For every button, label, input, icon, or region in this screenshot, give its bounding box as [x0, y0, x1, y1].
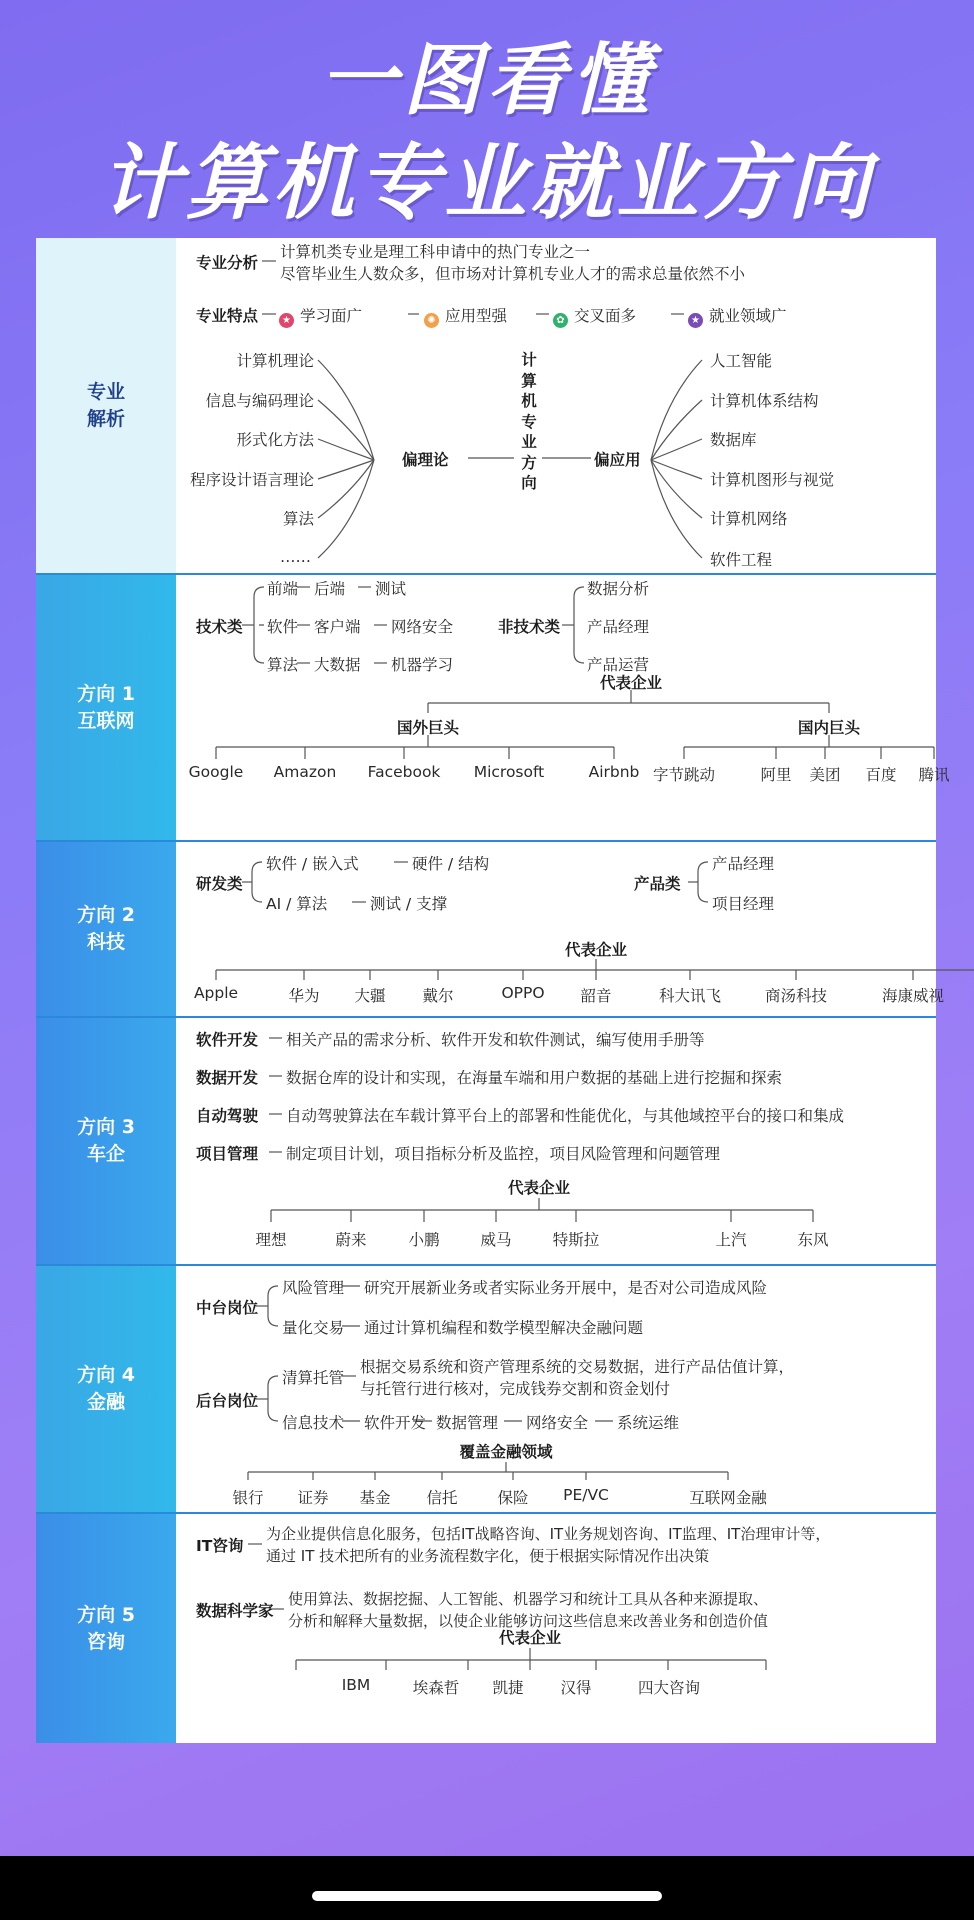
section-auto	[36, 1018, 936, 1264]
it-consulting-label: IT咨询	[196, 1537, 244, 1555]
mid-item-label: 量化交易	[282, 1319, 345, 1337]
field-name: 证券	[297, 1489, 329, 1507]
role-text: 制定项目计划，项目指标分析及监控，项目风险管理和问题管理	[286, 1145, 721, 1163]
company-name: 理想	[255, 1231, 287, 1249]
company-name: 大疆	[354, 987, 386, 1005]
mid-item-text: 通过计算机编程和数学模型解决金融问题	[364, 1319, 644, 1337]
company-name: Google	[188, 763, 244, 781]
role-label: 软件开发	[196, 1031, 259, 1049]
company-name: 华为	[288, 987, 320, 1005]
nontech-item: 产品经理	[587, 618, 650, 636]
role-text: 相关产品的需求分析、软件开发和软件测试，编写使用手册等	[286, 1031, 705, 1049]
nontech-item: 产品运营	[587, 656, 650, 674]
section-label: 方向 2 科技	[36, 842, 176, 1016]
rd-item: AI / 算法	[266, 895, 328, 913]
section-label: 方向 4 金融	[36, 1266, 176, 1512]
rep-label: 代表企业	[507, 1179, 570, 1197]
theory-item: 算法	[282, 510, 314, 528]
foreign-label: 国外巨头	[396, 719, 459, 737]
prod-label: 产品类	[634, 875, 681, 893]
tech-label: 技术类	[196, 618, 243, 636]
company-name: 百度	[865, 766, 897, 784]
analysis-label: 专业分析	[196, 254, 259, 272]
theory-item: ……	[280, 548, 311, 566]
rep-label: 代表企业	[599, 674, 662, 692]
analysis-text-2: 尽管毕业生人数众多，但市场对计算机专业人才的需求总量依然不小	[280, 265, 746, 283]
bottom-bar	[0, 1856, 974, 1920]
company-name: 商汤科技	[764, 987, 827, 1005]
tech-item: 后端	[314, 580, 346, 598]
apply-label: 偏应用	[594, 451, 641, 469]
company-name: 蔚来	[335, 1231, 367, 1249]
nontech-label: 非技术类	[498, 618, 561, 636]
title-line-1: 一图看懂	[318, 36, 655, 126]
section-finance	[36, 1266, 936, 1512]
company-name: 海康威视	[881, 987, 944, 1005]
field-name: 基金	[359, 1489, 391, 1507]
mid-item-label: 风险管理	[282, 1279, 345, 1297]
company-name: 汉得	[560, 1679, 592, 1697]
tech-item: 测试	[375, 580, 407, 598]
field-name: 信托	[426, 1489, 458, 1507]
section-label: 专业 解析	[36, 238, 176, 573]
tech-item: 算法	[267, 656, 299, 674]
tech-item: 前端	[267, 580, 299, 598]
feature-2: ✺ 应用型强	[424, 304, 507, 328]
section-major-analysis	[36, 238, 936, 573]
company-name: Airbnb	[588, 763, 640, 781]
company-name: 威马	[480, 1231, 512, 1249]
company-name: 小鹏	[408, 1231, 440, 1249]
company-name: 四大咨询	[637, 1679, 700, 1697]
mid-label: 中台岗位	[196, 1299, 259, 1317]
clear-text-2: 与托管行进行核对，完成钱券交割和资金划付	[360, 1380, 671, 1398]
role-text: 数据仓库的设计和实现，在海量车端和用户数据的基础上进行挖掘和探索	[286, 1069, 783, 1087]
rd-label: 研发类	[196, 875, 243, 893]
prod-item: 产品经理	[712, 855, 775, 873]
theory-item: 信息与编码理论	[205, 392, 314, 410]
feature-1: ★ 学习面广	[279, 304, 362, 328]
rep-label: 覆盖金融领域	[459, 1443, 553, 1461]
ds-text-2: 分析和解释大量数据，以使企业能够访问这些信息来改善业务和创造价值	[288, 1612, 769, 1630]
section-label: 方向 1 互联网	[36, 575, 176, 840]
it-item: 数据管理	[436, 1414, 499, 1432]
field-name: 银行	[232, 1489, 264, 1507]
company-name: 特斯拉	[552, 1231, 600, 1249]
sun-icon: ✺	[424, 313, 439, 328]
feature-label: 专业特点	[196, 307, 259, 325]
clear-label: 清算托管	[282, 1369, 345, 1387]
clear-text-1: 根据交易系统和资产管理系统的交易数据，进行产品估值计算，	[360, 1358, 795, 1376]
company-name: 凯捷	[492, 1679, 524, 1697]
theory-label: 偏理论	[402, 451, 449, 469]
content-panel	[36, 238, 950, 1743]
center-node: 计 算 机 专 业 方 向	[521, 351, 537, 492]
role-label: 项目管理	[196, 1145, 259, 1163]
ds-text-1: 使用算法、数据挖掘、人工智能、机器学习和统计工具从各种来源提取、	[288, 1590, 769, 1608]
tech-item: 网络安全	[391, 618, 454, 636]
theory-item: 程序设计语言理论	[189, 471, 314, 489]
rep-label: 代表企业	[498, 1629, 561, 1647]
home-indicator[interactable]	[312, 1891, 662, 1901]
role-label: 数据开发	[196, 1069, 259, 1087]
section-label: 方向 5 咨询	[36, 1514, 176, 1743]
company-name: 上汽	[715, 1231, 747, 1249]
company-name: OPPO	[501, 984, 545, 1002]
prod-item: 项目经理	[712, 895, 775, 913]
tech-item: 大数据	[314, 656, 361, 674]
apply-item: 计算机网络	[710, 510, 788, 528]
apply-item: 计算机图形与视觉	[710, 471, 835, 489]
company-name: 美团	[809, 766, 841, 784]
section-consulting	[36, 1514, 936, 1743]
theory-item: 形式化方法	[236, 431, 314, 449]
tech-item: 客户端	[314, 618, 361, 636]
company-name: Amazon	[273, 763, 337, 781]
it-label: 信息技术	[282, 1414, 345, 1432]
nontech-item: 数据分析	[587, 580, 650, 598]
company-name: 腾讯	[918, 766, 950, 784]
apply-item: 人工智能	[710, 352, 773, 370]
it-item: 系统运维	[617, 1414, 680, 1432]
mid-item-text: 研究开展新业务或者实际业务开展中，是否对公司造成风险	[364, 1279, 768, 1297]
it-consulting-text-2: 通过 IT 技术把所有的业务流程数字化，便于根据实际情况作出决策	[266, 1547, 710, 1565]
star-icon: ★	[279, 313, 294, 328]
company-name: 东风	[797, 1231, 829, 1249]
apply-item: 数据库	[710, 431, 757, 449]
rd-item: 软件 / 嵌入式	[266, 855, 359, 873]
rd-item: 测试 / 支撑	[370, 895, 448, 913]
title-line-2: 计算机专业就业方向	[100, 136, 874, 231]
field-name: PE/VC	[563, 1486, 609, 1504]
apply-item: 软件工程	[710, 551, 773, 569]
company-name: 字节跳动	[652, 766, 715, 784]
leaf-icon: ✿	[553, 313, 568, 328]
company-name: 阿里	[760, 766, 792, 784]
apply-item: 计算机体系结构	[710, 392, 819, 410]
role-label: 自动驾驶	[196, 1107, 259, 1125]
section-tech	[36, 842, 944, 1016]
role-text: 自动驾驶算法在车载计算平台上的部署和性能优化，与其他域控平台的接口和集成	[286, 1107, 845, 1125]
analysis-text-1: 计算机类专业是理工科申请中的热门专业之一	[280, 243, 591, 261]
back-label: 后台岗位	[196, 1392, 259, 1410]
field-name: 互联网金融	[689, 1489, 767, 1507]
company-name: 韶音	[580, 987, 612, 1005]
it-item: 网络安全	[526, 1414, 589, 1432]
company-name: Facebook	[367, 763, 441, 781]
tech-item: 机器学习	[391, 656, 454, 674]
company-name: Apple	[193, 984, 239, 1002]
ds-label: 数据科学家	[196, 1602, 274, 1620]
company-name: 埃森哲	[412, 1679, 460, 1697]
company-name: 科大讯飞	[658, 987, 721, 1005]
section-internet	[36, 575, 950, 840]
feature-3: ✿ 交叉面多	[553, 304, 636, 328]
domestic-label: 国内巨头	[797, 719, 860, 737]
company-name: IBM	[341, 1676, 371, 1694]
tech-item: 软件	[267, 618, 299, 636]
star-icon: ★	[688, 313, 703, 328]
it-item: 软件开发	[364, 1414, 427, 1432]
feature-4: ★ 就业领域广	[688, 304, 787, 328]
company-name: Microsoft	[473, 763, 545, 781]
company-name: 戴尔	[422, 987, 454, 1005]
hero-banner	[0, 0, 974, 235]
rep-label: 代表企业	[564, 941, 627, 959]
field-name: 保险	[497, 1489, 529, 1507]
section-label: 方向 3 车企	[36, 1018, 176, 1264]
theory-item: 计算机理论	[236, 352, 314, 370]
rd-item: 硬件 / 结构	[412, 855, 490, 873]
it-consulting-text-1: 为企业提供信息化服务，包括IT战略咨询、IT业务规划咨询、IT监理、IT治理审计等，	[266, 1525, 831, 1543]
